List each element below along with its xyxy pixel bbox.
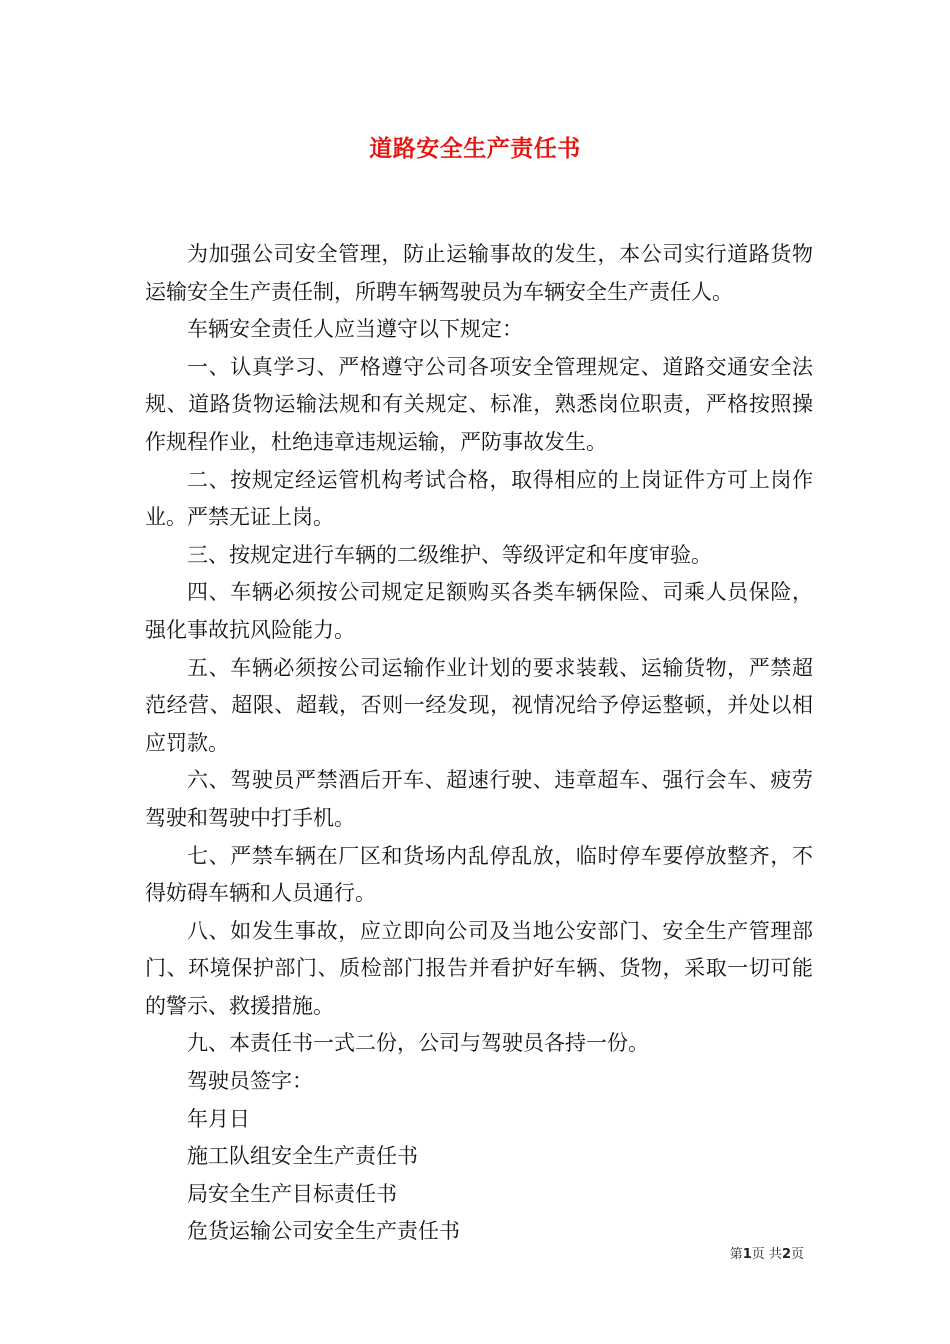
page-footer (730, 1246, 804, 1264)
footer-total-pages: 2 (781, 1247, 791, 1262)
footer-current-page: 1 (742, 1247, 752, 1262)
related-link-1: 施工队组安全生产责任书 (187, 1144, 418, 1169)
footer-middle: 页 共 (751, 1247, 782, 1262)
footer-prefix: 第 (729, 1247, 743, 1262)
document-title: 道路安全生产责任书 (369, 135, 581, 162)
signature-line: 驾驶员签字： (187, 1069, 313, 1094)
paragraph-rule-6: 六、驾驶员严禁酒后开车、超速行驶、违章超车、强行会车、疲劳驾驶和驾驶中打手机。 (145, 768, 813, 830)
document-body (145, 236, 813, 1251)
paragraph-intro: 为加强公司安全管理，防止运输事故的发生，本公司实行道路货物运输安全生产责任制，所聘车辆驾驶员为车辆安全生产责任人。 (145, 242, 813, 304)
related-link-3: 危货运输公司安全生产责任书 (187, 1219, 460, 1244)
date-line: 年月日 (187, 1106, 250, 1131)
related-link-2: 局安全生产目标责任书 (187, 1181, 397, 1206)
paragraph-rule-1: 一、认真学习、严格遵守公司各项安全管理规定、道路交通安全法规、道路货物运输法规和有关规定、标准，熟悉岗位职责，严格按照操作规程作业，杜绝违章违规运输，严防事故发生。 (145, 354, 813, 454)
paragraph-rules-heading: 车辆安全责任人应当遵守以下规定： (187, 317, 523, 342)
paragraph-rule-9: 九、本责任书一式二份，公司与驾驶员各持一份。 (187, 1031, 649, 1056)
paragraph-rule-4: 四、车辆必须按公司规定足额购买各类车辆保险、司乘人员保险，强化事故抗风险能力。 (145, 580, 813, 642)
paragraph-rule-2: 二、按规定经运管机构考试合格，取得相应的上岗证件方可上岗作业。严禁无证上岗。 (145, 467, 813, 530)
paragraph-rule-5: 五、车辆必须按公司运输作业计划的要求装载、运输货物，严禁超范经营、超限、超载，否则一经发现，视情况给予停运整顿，并处以相应罚款。 (145, 655, 813, 755)
paragraph-rule-8: 八、如发生事故，应立即向公司及当地公安部门、安全生产管理部门、环境保护部门、质检部门报告并看护好车辆、货物，采取一切可能的警示、救援措施。 (145, 918, 813, 1018)
paragraph-rule-3: 三、按规定进行车辆的二级维护、等级评定和年度审验。 (187, 542, 712, 567)
paragraph-rule-7: 七、严禁车辆在厂区和货场内乱停乱放，临时停车要停放整齐，不得妨碍车辆和人员通行。 (145, 843, 813, 906)
footer-suffix: 页 (790, 1247, 804, 1262)
